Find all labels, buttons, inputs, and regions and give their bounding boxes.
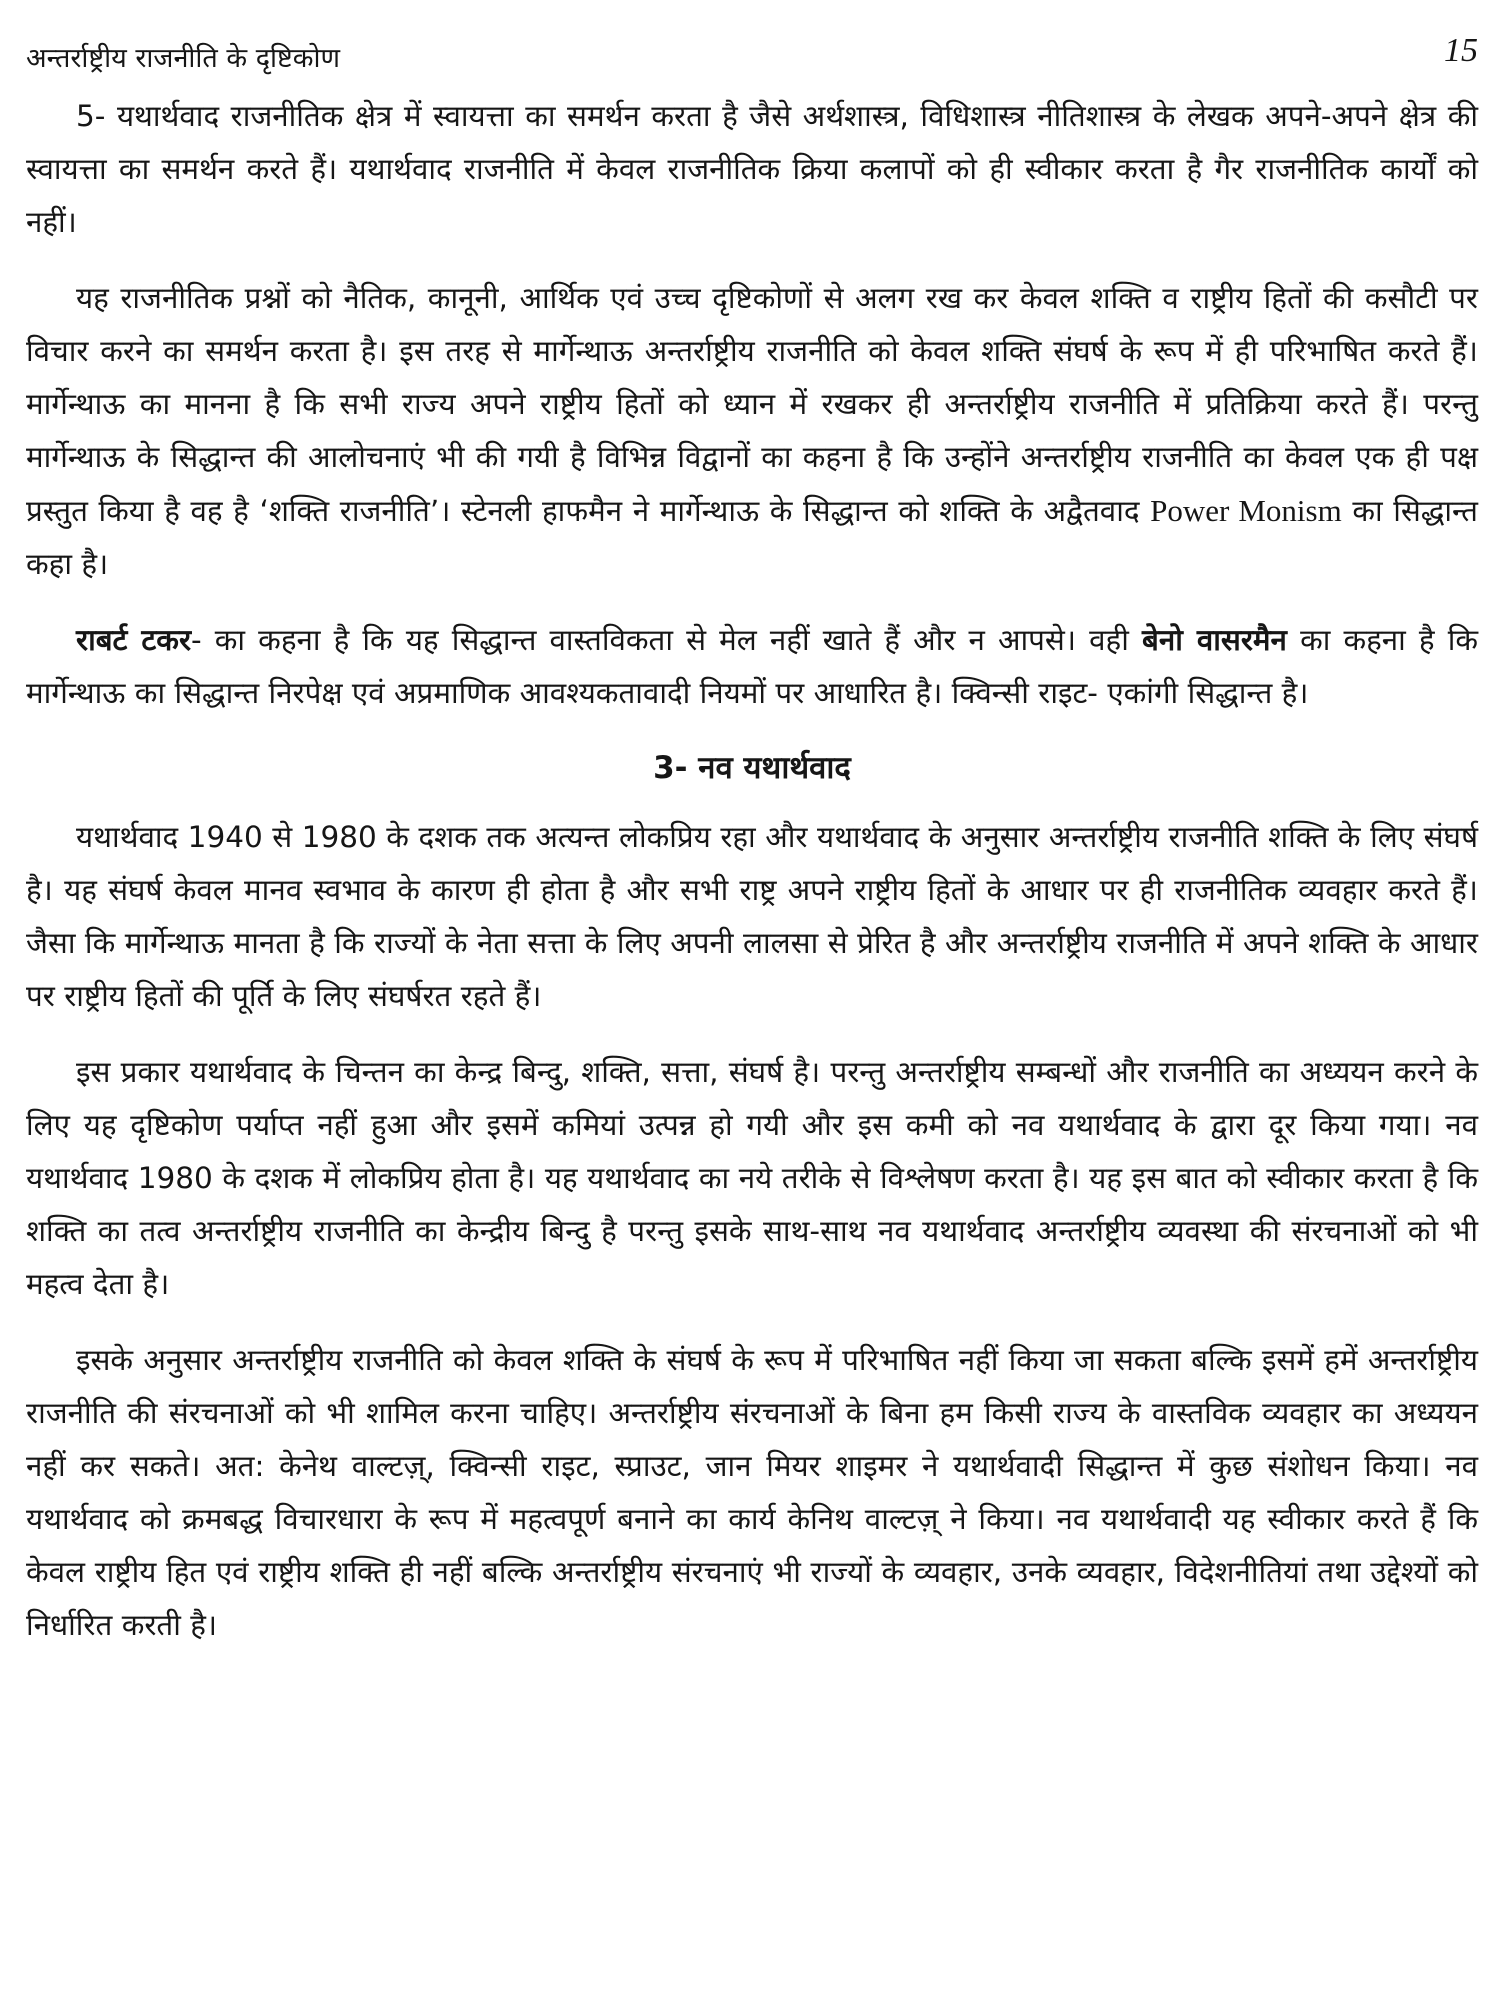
paragraph-text: यह राजनीतिक प्रश्नों को नैतिक, कानूनी, आर्थिक एवं उच्च दृष्टिकोणों से अलग रख कर केवल शक्ति व राष्ट्रीय हितों की कसौटी पर विचार करने का समर्थन करता है। इस तरह से मार्गेन्थाऊ अन्तर्राष्ट्रीय राजनीति को केवल शक्ति संघर्ष के रूप में ही परिभाषित करते हैं। मार्गेन्थाऊ का मानना है कि सभी राज्य अपने राष्ट्रीय हितों को ध्यान में रखकर ही अन्तर्राष्ट्रीय राजनीति में प्रतिक्रिया करते हैं। परन्तु मार्गेन्थाऊ के सिद्धान्त की आलोचनाएं भी की गयी है विभिन्न विद्वानों का कहना है कि उन्होंने अन्तर्राष्ट्रीय राजनीति का केवल एक ही पक्ष प्रस्तुत किया है वह है ‘शक्ति राजनीति’। स्टेनली हाफमैन ने मार्गेन्थाऊ के सिद्धान्त को शक्ति के अद्वैतवाद [26, 281, 1478, 528]
english-term: Power Monism [1150, 493, 1342, 528]
paragraph-morgenthau-critique [26, 272, 1478, 591]
paragraph-realism-history: यथार्थवाद 1940 से 1980 के दशक तक अत्यन्त लोकप्रिय रहा और यथार्थवाद के अनुसार अन्तर्राष्ट्रीय राजनीति शक्ति के लिए संघर्ष है। यह संघर्ष केवल मानव स्वभाव के कारण ही होता है और सभी राष्ट्र अपने राष्ट्रीय हितों के आधार पर ही राजनीतिक व्यवहार करते हैं। जैसा कि मार्गेन्थाऊ मानता है कि राज्यों के नेता सत्ता के लिए अपनी लालसा से प्रेरित है और अन्तर्राष्ट्रीय राजनीति में अपने शक्ति के आधार पर राष्ट्रीय हितों की पूर्ति के लिए संघर्षरत रहते हैं। [26, 820, 1478, 1013]
paragraph-text: का कहना है कि मार्गेन्थाऊ का सिद्धान्त निरपेक्ष एवं अप्रमाणिक आवश्यकतावादी नियमों पर आधारित है। क्विन्सी राइट- एकांगी सिद्धान्त है। [26, 623, 1478, 710]
paragraph-critics [26, 614, 1478, 720]
paragraph-neorealism-structures: इसके अनुसार अन्तर्राष्ट्रीय राजनीति को केवल शक्ति के संघर्ष के रूप में परिभाषित नहीं किया जा सकता बल्कि इसमें हमें अन्तर्राष्ट्रीय राजनीति की संरचनाओं को भी शामिल करना चाहिए। अन्तर्राष्ट्रीय संरचनाओं के बिना हम किसी राज्य के वास्तविक व्यवहार का अध्ययन नहीं कर सकते। अत: केनेथ वाल्टज़्, क्विन्सी राइट, स्प्राउट, जान मियर शाइमर ने यथार्थवादी सिद्धान्त में कुछ संशोधन किया। नव यथार्थवाद को क्रमबद्ध विचारधारा के रूप में महत्वपूर्ण बनाने का कार्य केनिथ वाल्टज़् ने किया। नव यथार्थवादी यह स्वीकार करते हैं कि केवल राष्ट्रीय हित एवं राष्ट्रीय शक्ति ही नहीं बल्कि अन्तर्राष्ट्रीय संरचनाएं भी राज्यों के व्यवहार, उनके व्यवहार, विदेशनीतियां तथा उद्देश्यों को निर्धारित करती है। [26, 1343, 1478, 1642]
paragraph-text: - का कहना है कि यह सिद्धान्त वास्तविकता से मेल नहीं खाते हैं और न आपसे। वही [191, 623, 1129, 657]
section-heading: 3- नव यथार्थवाद [653, 750, 851, 786]
page-number: 15 [1444, 32, 1478, 69]
chapter-title: अन्तर्राष्ट्रीय राजनीति के दृष्टिकोण [26, 43, 341, 74]
author-name-robert-tucker: राबर्ट टकर [76, 623, 192, 657]
paragraph-text: का सिद्धान्त कहा है। [26, 494, 1478, 581]
paragraph-neorealism-intro: इस प्रकार यथार्थवाद के चिन्तन का केन्द्र बिन्दु, शक्ति, सत्ता, संघर्ष है। परन्तु अन्तर्राष्ट्रीय सम्बन्धों और राजनीति का अध्ययन करने के लिए यह दृष्टिकोण पर्याप्त नहीं हुआ और इसमें कमियां उत्पन्न हो गयी और इस कमी को नव यथार्थवाद के द्वारा दूर किया गया। नव यथार्थवाद 1980 के दशक में लोकप्रिय होता है। यह यथार्थवाद का नये तरीके से विश्लेषण करता है। यह इस बात को स्वीकार करता है कि शक्ति का तत्व अन्तर्राष्ट्रीय राजनीति का केन्द्रीय बिन्दु है परन्तु इसके साथ-साथ नव यथार्थवाद अन्तर्राष्ट्रीय व्यवस्था की संरचनाओं को भी महत्व देता है। [26, 1055, 1478, 1301]
author-name-beno-wasserman: बेनो वासरमैन [1142, 623, 1287, 657]
running-header [26, 0, 1478, 90]
paragraph-realism-point-5: 5- यथार्थवाद राजनीतिक क्षेत्र में स्वायत्ता का समर्थन करता है जैसे अर्थशास्त्र, विधिशास्त्र नीतिशास्त्र के लेखक अपने-अपने क्षेत्र की स्वायत्ता का समर्थन करते हैं। यथार्थवाद राजनीति में केवल राजनीतिक क्रिया कलापों को ही स्वीकार करता है गैर राजनीतिक कार्यों को नहीं। [26, 99, 1478, 239]
